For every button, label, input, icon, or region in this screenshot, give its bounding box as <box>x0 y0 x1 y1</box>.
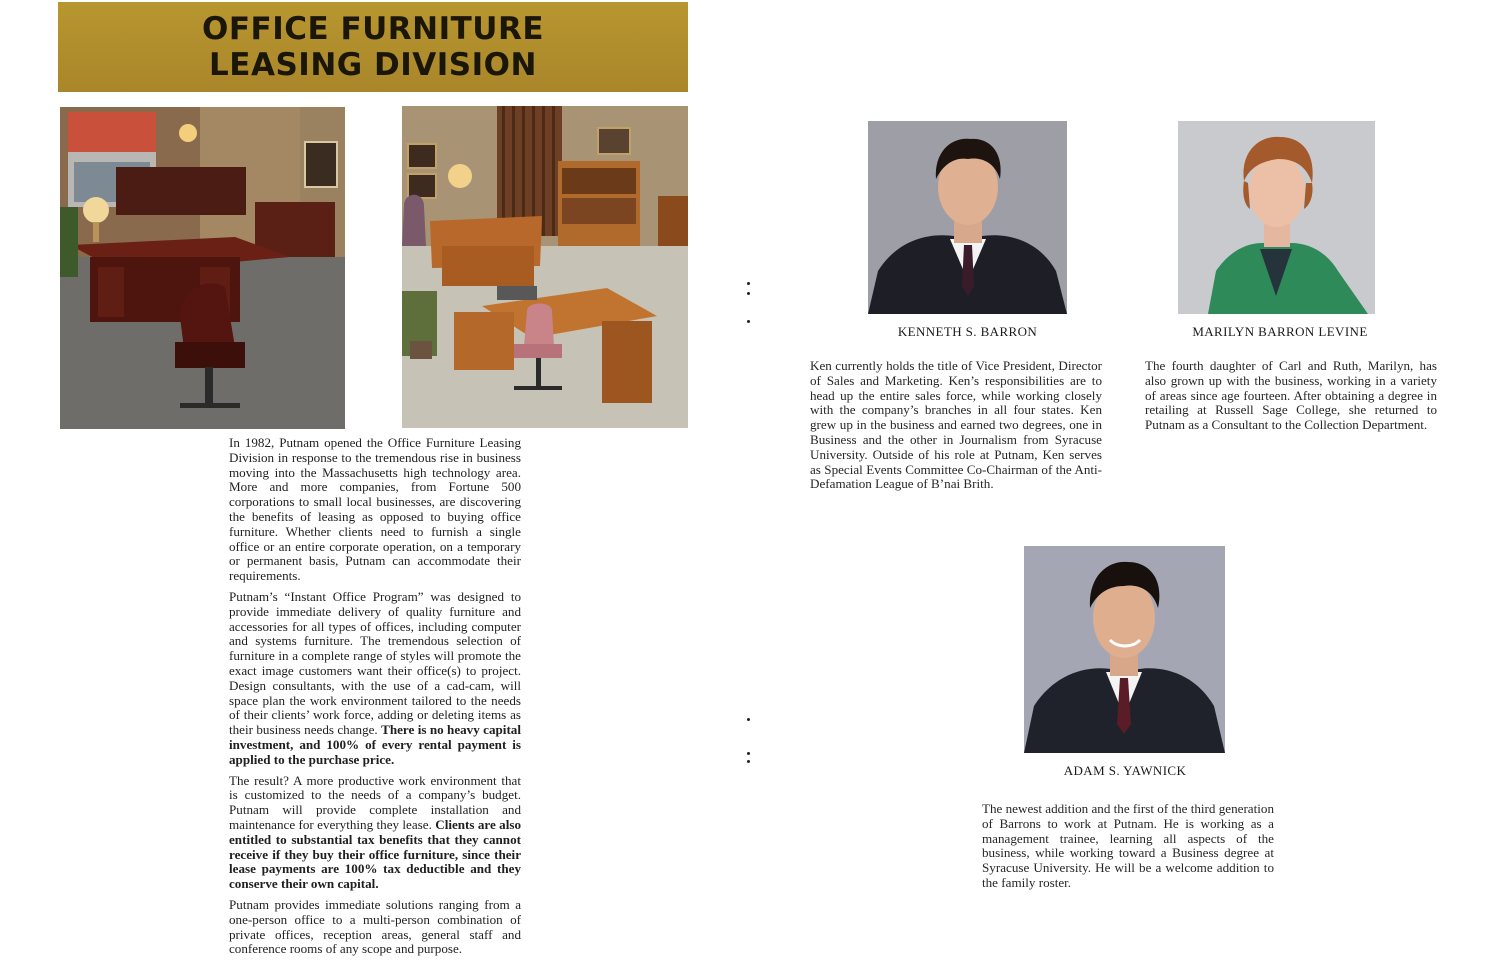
gutter-mark <box>747 320 750 323</box>
gutter-mark <box>747 282 750 285</box>
banner-title-line-1: OFFICE FURNITURE <box>201 11 545 47</box>
modern-oak-office-photo <box>402 106 688 428</box>
marilyn-barron-levine-portrait <box>1178 121 1375 314</box>
gutter-mark <box>747 752 750 755</box>
article-paragraph-4: Putnam provides immediate solutions ranging from a one-person office to a multi-person combination of private offices, reception areas, general staff and conference rooms of any scope and purpose. <box>229 896 521 957</box>
article-paragraph-2-bold: There is no heavy capital investment, and 100% of every rental payment is applied to the purchase price. <box>229 722 521 767</box>
adam-yawnick-caption: ADAM S. YAWNICK <box>1063 763 1187 778</box>
article-paragraph-3-bold: Clients are also entitled to substantial tax benefits that they cannot receive if they buy their office furniture, since their lease payments are 100% tax deductible and they conserve their own capital. <box>229 816 522 892</box>
kenneth-barron-caption: KENNETH S. BARRON <box>897 324 1038 339</box>
article-paragraph-2-text: Putnam’s “Instant Office Program” was designed to provide immediate delivery of quality furniture and accessories for all types of offices, including computer and systems furniture. The tremendous selection of furniture in a complete range of styles will promote the exact image customers want their office(s) to project. Design consultants, with the use of a cad-cam, will space plan the work environment tailored to the needs of their clients’ work force, adding or deleting items as their business needs change. <box>229 588 521 738</box>
article-paragraph-3-text: The result? A more productive work environment that is customized to the needs of a company’s budget. Putnam will provide complete installation and maintenance for everything they lease. <box>229 772 521 832</box>
adam-yawnick-bio: The newest addition and the first of the third generation of Barrons to work at Putnam. He is working as a management trainee, learning all aspects of the business, while working toward a Business degree at Syracuse University. He will be a welcome addition to the family roster. <box>982 801 1274 890</box>
gutter-mark <box>747 760 750 763</box>
leasing-article <box>229 436 521 963</box>
marilyn-barron-levine-bio: The fourth daughter of Carl and Ruth, Marilyn, has also grown up with the business, working in a variety of areas since age fourteen. After obtaining a degree in retailing at Russell Sage College, she returned to Putnam as a Consultant to the Collection Department. <box>1145 358 1437 433</box>
gutter-mark <box>747 292 750 295</box>
binding-gutter <box>742 270 756 790</box>
adam-yawnick-portrait <box>1024 546 1225 753</box>
article-paragraph-1: In 1982, Putnam opened the Office Furniture Leasing Division in response to the tremendous rise in business moving into the Massachusetts high technology area. More and more companies, from Fortune 500 corporations to small local businesses, are discovering the benefits of leasing as opposed to buying office furniture. Whether clients need to furnish a single office or an entire corporate operation, on a temporary or permanent basis, Putnam can accommodate their requirements. <box>229 435 521 584</box>
article-paragraph-2 <box>229 590 521 768</box>
banner-title-line-2: LEASING DIVISION <box>209 47 537 83</box>
kenneth-barron-bio: Ken currently holds the title of Vice President, Director of Sales and Marketing. Ken’s responsibilities are to head up the entire sales force, while working closely with the company’s branches in all four states. Ken grew up in the business and earned two degrees, one in Business and the other in Journalism from Syracuse University. Outside of his role at Putnam, Ken serves as Special Events Committee Co-Chairman of the Anti-Defamation League of B’nai Brith. <box>810 358 1102 492</box>
section-banner <box>58 2 688 92</box>
kenneth-barron-portrait <box>868 121 1067 314</box>
traditional-office-photo <box>60 107 345 429</box>
article-paragraph-3 <box>229 774 521 892</box>
gutter-mark <box>747 718 750 721</box>
marilyn-barron-levine-caption: MARILYN BARRON LEVINE <box>1192 324 1368 339</box>
